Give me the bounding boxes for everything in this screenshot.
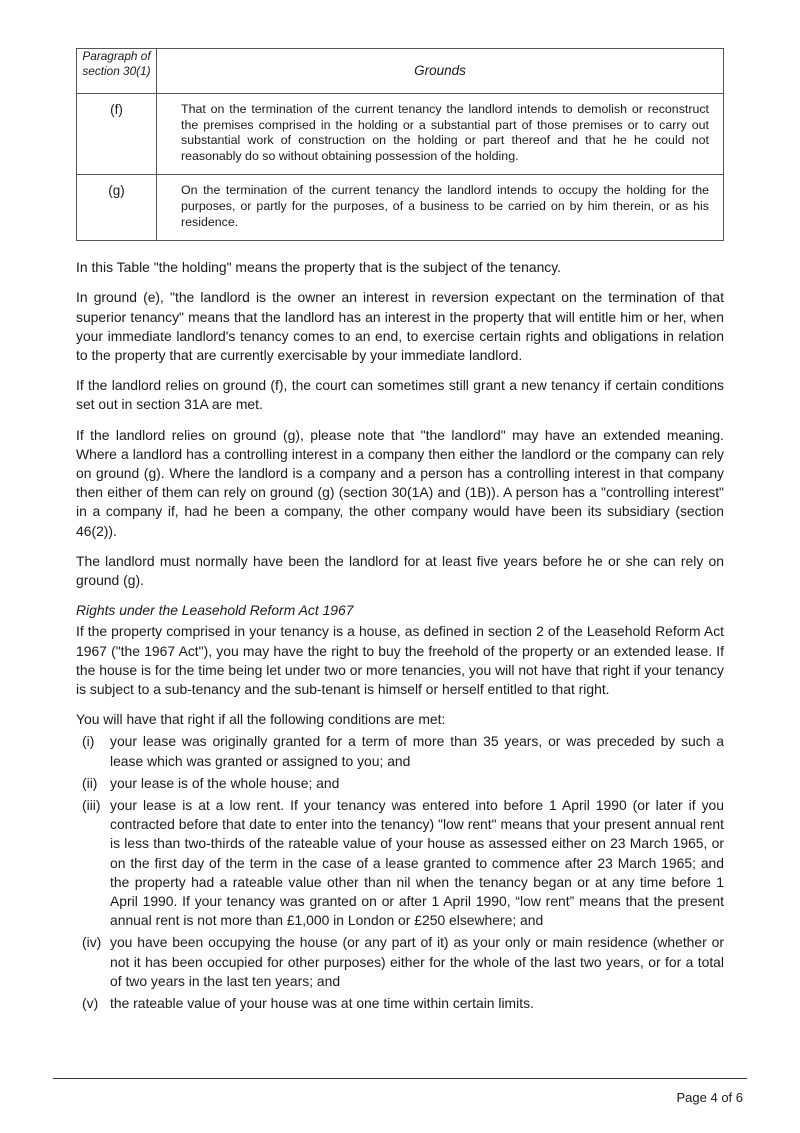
paragraph-ground-g: If the landlord relies on ground (g), please note that "the landlord" may have an extended meaning. Where a landlord has a controlling interest in a company then either the landlord or the company can rely on ground (g). Where the landlord is a company and a person has a controlling interest in that company then either of them can rely on ground (g) (section 30(1A) and (1B)). A person has a "controlling interest" in a company if, had he been a company, the other company would have been its subsidiary (section 46(2)).: [76, 426, 724, 539]
paragraph-five-years: The landlord must normally have been the landlord for at least five years before he or she can rely on ground (g).: [76, 552, 724, 588]
paragraph-ground-f: If the landlord relies on ground (f), the court can sometimes still grant a new tenancy if certain conditions set out in section 31A are met.: [76, 377, 724, 413]
ground-paragraph-number: (g): [77, 175, 157, 241]
list-item-number: (ii): [82, 774, 98, 791]
paragraph-ground-e: In ground (e), "the landlord is the owner an interest in reversion expectant on the termination of that superior tenancy" means that the landlord has an interest in the property that will entitle him or her, when your immediate landlord's tenancy comes to an end, to exercise certain rights and obligations in relation to the property that are currently exercisable by your immediate landlord.: [76, 289, 724, 363]
document-page: [76, 48, 724, 1016]
list-item: [76, 796, 724, 930]
list-item-number: (v): [82, 995, 99, 1012]
list-item: [76, 732, 724, 770]
list-item-number: (i): [82, 733, 95, 750]
table-row: [77, 94, 724, 175]
list-item: [76, 933, 724, 991]
paragraph-leasehold-right: If the property comprised in your tenancy is a house, as defined in section 2 of the Leasehold Reform Act 1967 ("the 1967 Act"), you may have the right to buy the freehold of the property or an extended lease. If the house is for the time being let under two or more tenancies, you will not have that right if your tenancy is subject to a sub-tenancy and the sub-tenant is himself or herself entitled to that right.: [76, 623, 724, 698]
footer-divider: [53, 1078, 747, 1079]
table-header-row: [77, 49, 724, 94]
ground-paragraph-number: (f): [77, 94, 157, 175]
ground-text: On the termination of the current tenancy the landlord intends to occupy the holding for the purposes, or partly for the purposes, of a business to be carried on by him therein, or as his residence.: [157, 175, 724, 241]
ground-text: That on the termination of the current tenancy the landlord intends to demolish or reconstruct the premises comprised in the holding or a substantial part of those premises or to carry out substantial work of construction on the holding or part thereof and that he he could not reasonably do so without obtaining possession of the holding.: [157, 94, 724, 175]
grounds-table: [76, 48, 724, 241]
list-item-text: the rateable value of your house was at one time within certain limits.: [110, 995, 534, 1012]
table-row: [77, 175, 724, 241]
list-item-number: (iv): [82, 934, 102, 951]
list-item-number: (iii): [82, 797, 101, 814]
paragraph-holding-definition: In this Table "the holding" means the property that is the subject of the tenancy.: [76, 259, 562, 276]
list-item-text: your lease is of the whole house; and: [110, 774, 340, 791]
paragraph-conditions-intro: You will have that right if all the following conditions are met:: [76, 711, 446, 728]
list-item: [76, 994, 724, 1013]
page-number: Page 4 of 6: [676, 1090, 743, 1105]
list-item-text: your lease was originally granted for a term of more than 35 years, or was preceded by such a lease which was granted or assigned to you; and: [110, 733, 724, 769]
header-grounds: Grounds: [157, 49, 724, 94]
list-item: [76, 774, 724, 793]
section-subheading: Rights under the Leasehold Reform Act 1967: [76, 602, 354, 619]
list-item-text: your lease is at a low rent. If your tenancy was entered into before 1 April 1990 (or later if you contracted before that date to enter into the tenancy) "low rent" means that your present annual rent is less than two-thirds of the rateable value of your house as assessed either on 23 March 1965, or on the first day of the term in the case of a lease granted to commence after 23 March 1965; and the property had a rateable value other than nil when the tenancy began or at any time before 1 April 1990. If your tenancy was granted on or after 1 April 1990, “low rent” means that the present annual rent is not more than £1,000 in London or £250 elsewhere; and: [110, 797, 724, 929]
header-paragraph-of-section: Paragraph of section 30(1): [77, 49, 157, 94]
conditions-list: [76, 732, 724, 1013]
body-text: [76, 258, 724, 1013]
list-item-text: you have been occupying the house (or any part of it) as your only or main residence (whether or not it has been occupied for other purposes) either for the whole of the last two years, or for a total of two years in the last ten years; and: [110, 934, 724, 989]
